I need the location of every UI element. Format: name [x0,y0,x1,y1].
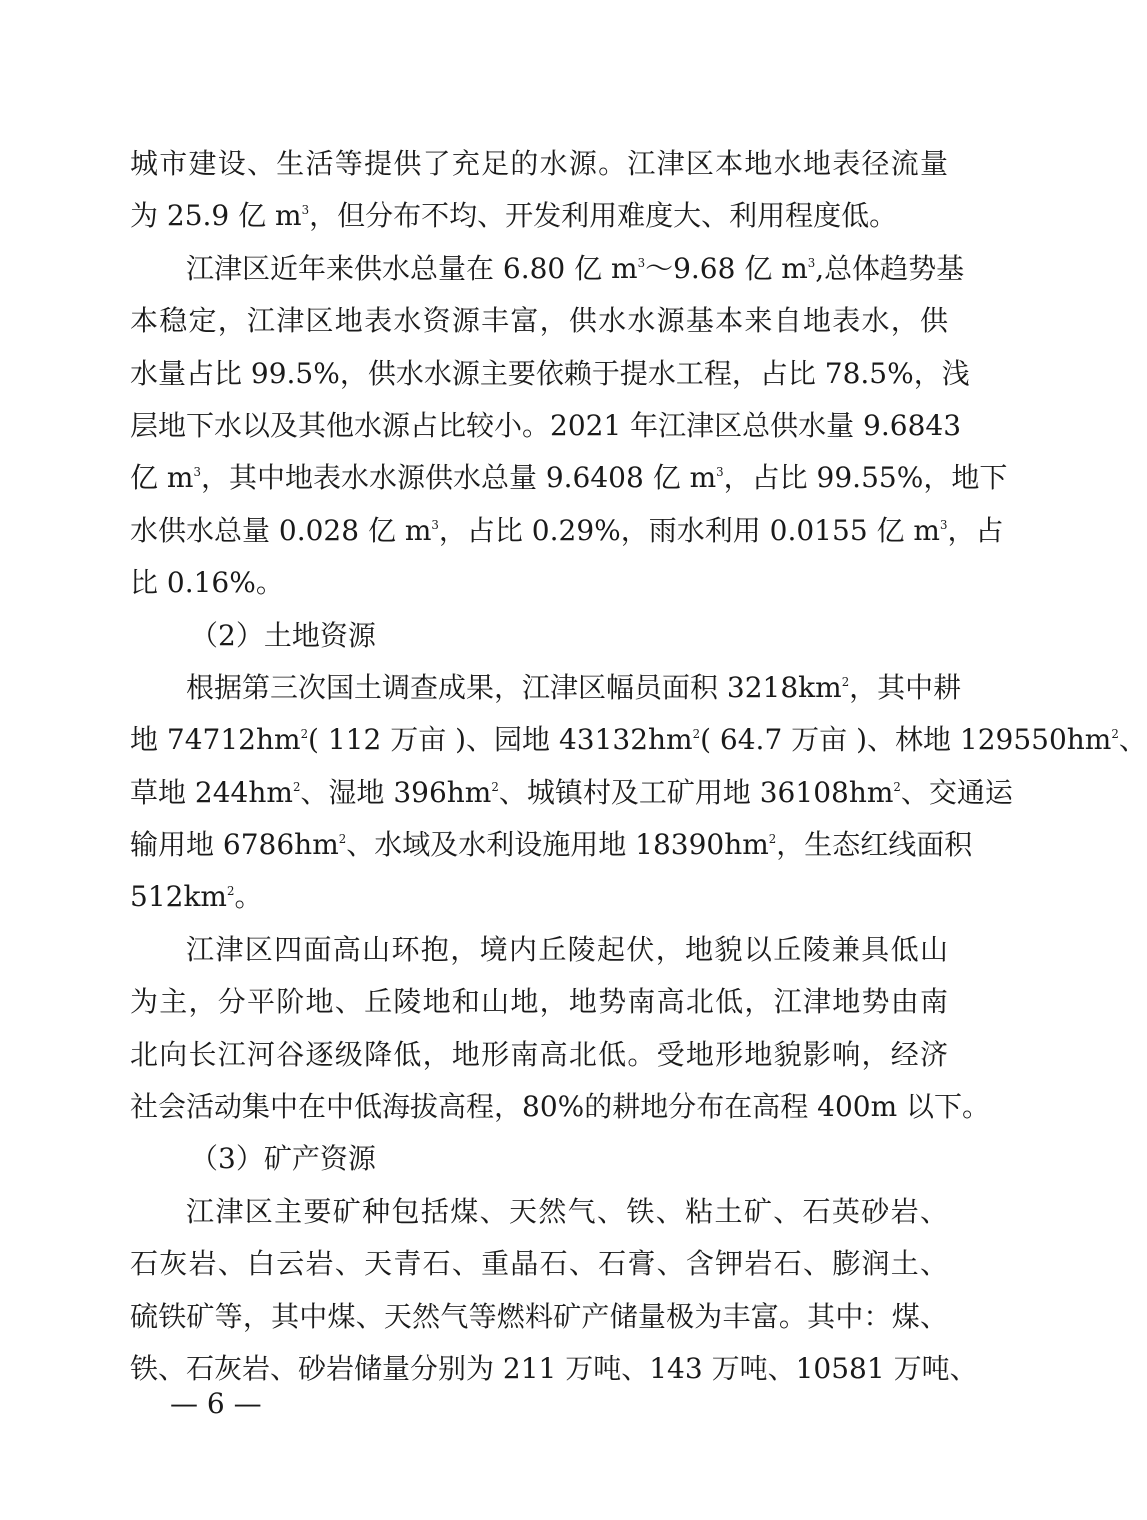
text-line: 江津区四面高山环抱，境内丘陵起伏，地貌以丘陵兼具低山 [186,932,948,966]
text-line: 水量占比 99.5%，供水水源主要依赖于提水工程，占比 78.5%，浅 [130,356,970,390]
text-line: 地 $74712hm^2$( 112 万亩 )、园地 $43132hm^2$( 64.7 万亩 )、林地 $129550hm^2$、 [130,723,1147,757]
text-line: 根据第三次国土调查成果，江津区幅员面积 $3218km^2$，其中耕 [186,670,962,704]
text-line: 为 25.9 亿 $m^3$，但分布不均、开发利用难度大、利用程度低。 [130,199,898,233]
text-line: 层地下水以及其他水源占比较小。2021 年江津区总供水量 9.6843 [130,408,962,442]
text-line: 本稳定，江津区地表水资源丰富，供水水源基本来自地表水，供 [130,304,948,338]
text-line: 城市建设、生活等提供了充足的水源。江津区本地水地表径流量 [130,147,948,180]
text-line: 硫铁矿等，其中煤、天然气等燃料矿产储量极为丰富。其中：煤、 [130,1299,948,1333]
page-number: — 6 — [170,1387,262,1420]
section-heading-land: （2）土地资源 [190,618,376,652]
document-body [130,138,1147,1395]
text-line: 社会活动集中在中低海拔高程，80%的耕地分布在高程 400m 以下。 [130,1090,991,1124]
text-line: 铁、石灰岩、砂岩储量分别为 211 万吨、143 万吨、10581 万吨、 [130,1351,978,1385]
text-line: $512km^2$。 [130,880,263,914]
text-line: 为主，分平阶地、丘陵地和山地，地势南高北低，江津地势由南 [130,985,948,1019]
text-line: 草地 $244hm^2$、湿地 $396hm^2$、城镇村及工矿用地 $36108hm^2$、交通运 [130,775,1013,809]
text-line: 水供水总量 0.028 亿 $m^3$，占比 0.29%，雨水利用 0.0155 亿 $m^3$，占 [130,513,1004,547]
text-line: 比 0.16%。 [130,566,284,600]
text-line: 江津区主要矿种包括煤、天然气、铁、粘土矿、石英砂岩、 [186,1194,948,1228]
text-line: 输用地 $6786hm^2$、水域及水利设施用地 $18390hm^2$，生态红线面积 [130,828,973,862]
section-heading-minerals: （3）矿产资源 [190,1142,376,1176]
text-line: 北向长江河谷逐级降低，地形南高北低。受地形地貌影响，经济 [130,1037,948,1071]
text-line: 亿 $m^3$，其中地表水水源供水总量 9.6408 亿 $m^3$，占比 99.55%，地下 [130,461,1008,495]
text-line: 江津区近年来供水总量在 6.80 亿 $m^3\sim 9.68$ 亿 $m^3$,总体趋势基 [186,251,965,285]
text-line: 石灰岩、白云岩、天青石、重晶石、石膏、含钾岩石、膨润土、 [130,1247,948,1281]
